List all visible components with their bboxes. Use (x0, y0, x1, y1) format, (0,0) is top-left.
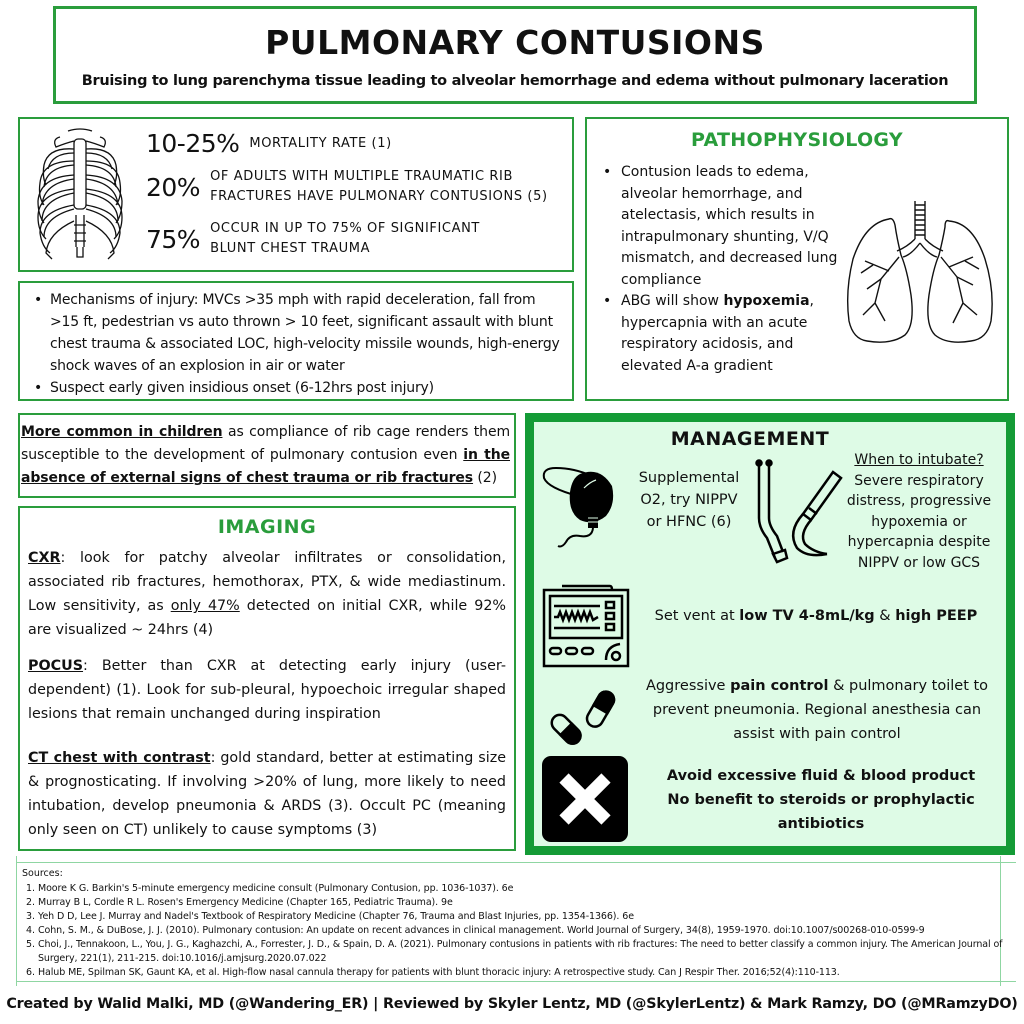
stat-value: 10-25% (146, 129, 240, 158)
stat-description: MORTALITY RATE (1) (249, 135, 392, 151)
ventilator-monitor-icon (542, 580, 630, 670)
emphasis-text: only 47% (170, 598, 240, 614)
avoid-text (644, 764, 998, 836)
emphasis-text: low TV 4-8mL/kg (739, 608, 875, 624)
children-note (18, 413, 516, 498)
stat-blunt-trauma (146, 219, 490, 259)
pain-control-text (634, 674, 1000, 746)
text: : gold standard, better at estimating size & prognosticating. If involving >20% of lung, more likely to need intubation, develop pneumonia & ARDS (3). Occult PC (meaning only seen on CT) unlikely to cause symptoms (3) (28, 750, 507, 838)
emphasis-text: More common in children (21, 424, 223, 440)
list-item: • Contusion leads to edema, alveolar hemorrhage, and atelectasis, which results in intrapulmonary shunting, V/Q mismatch, and decreased lung compliance (601, 162, 851, 291)
source-item (22, 938, 1006, 966)
section-heading: PATHOPHYSIOLOGY (691, 129, 903, 151)
source-number: 2. (26, 897, 35, 908)
pathophysiology-panel (585, 117, 1009, 401)
management-panel (525, 413, 1015, 855)
source-number: 3. (26, 911, 35, 922)
section-heading: IMAGING (217, 516, 317, 538)
text: Aggressive (645, 678, 731, 694)
emphasis-text: pain control (730, 678, 829, 694)
list-item: • Mechanisms of injury: MVCs >35 mph with rapid deceleration, fall from >15 ft, pedestrian vs auto thrown > 10 feet, significant assault with blunt chest trauma & associated LOC, high-velocity missile wounds, high-energy shock waves of an explosion in air or water (34, 289, 562, 377)
text: & pulmonary toilet to prevent pneumonia. Regional anesthesia can assist with pain control (652, 678, 989, 742)
sources-heading: Sources: (22, 868, 63, 879)
text: (2) (473, 470, 497, 486)
imaging-ct (28, 746, 506, 842)
title-banner (53, 6, 977, 104)
lungs-icon (845, 199, 995, 349)
mechanisms-list (34, 289, 562, 399)
source-number: 1. (26, 883, 35, 894)
stat-rib-fractures (146, 167, 570, 207)
source-text: Moore K G. Barkin's 5-minute emergency medicine consult (Pulmonary Contusion, pp. 1036-1037). 6e (38, 883, 514, 894)
ventilator-settings-text (634, 608, 998, 624)
text: : Better than CXR at detecting early injury (user-dependent) (1). Look for sub-pleural, hypoechoic irregular shaped lesions that remain unchanged during inspiration (28, 658, 506, 722)
source-item (22, 882, 1006, 896)
text: ABG will show (621, 293, 724, 309)
emphasis-text: in the absence of external signs of chest trauma or rib fractures (21, 447, 510, 486)
source-text: Yeh D D, Lee J. Murray and Nadel's Textbook of Respiratory Medicine (Chapter 76, Trauma and Blast Injuries, pp. 1354-1366). 6e (38, 911, 634, 922)
page-subtitle: Bruising to lung parenchyma tissue leading to alveolar hemorrhage and edema without pulmonary laceration (81, 73, 949, 89)
text: & (874, 608, 896, 624)
ribcage-icon (30, 125, 130, 267)
oxygen-mask-icon (540, 458, 620, 548)
intubation-criteria (839, 450, 999, 573)
text: : look for patchy alveolar infiltrates or consolidation, associated rib fractures, hemothorax, PTX, & wide mediastinum. Low sensitivity, as (28, 550, 506, 614)
credits-footer: Created by Walid Malki, MD (@Wandering_ER) | Reviewed by Skyler Lentz, MD (@SkylerLentz) & Mark Ramzy, DO (@MRamzyDO) (6, 996, 1018, 1012)
sources-list (22, 882, 1006, 980)
oxygen-text: Supplemental O2, try NIPPV or HFNC (6) (638, 470, 740, 530)
imaging-label: CXR (28, 550, 61, 566)
imaging-panel (18, 506, 516, 851)
source-number: 6. (26, 967, 35, 978)
list-item: • Suspect early given insidious onset (6-12hrs post injury) (34, 377, 562, 399)
page-title: PULMONARY CONTUSIONS (265, 23, 765, 62)
source-item (22, 966, 1006, 980)
stat-description: OF ADULTS WITH MULTIPLE TRAUMATIC RIB FRACTURES HAVE PULMONARY CONTUSIONS (5) (210, 169, 548, 204)
text: , hypercapnia with an acute respiratory acidosis, and elevated A-a gradient (621, 293, 814, 374)
intubation-tools-icon (749, 458, 849, 568)
imaging-pocus (28, 654, 506, 726)
pills-icon (544, 680, 624, 755)
children-paragraph (21, 421, 510, 490)
avoid-line: Avoid excessive fluid & blood product (666, 768, 976, 784)
imaging-cxr (28, 546, 506, 642)
intubation-question: When to intubate? (854, 452, 984, 468)
emphasis-text: hypoxemia (723, 293, 810, 309)
text: Set vent at (654, 608, 740, 624)
pathophysiology-list (601, 162, 851, 377)
source-number: 5. (26, 939, 35, 950)
statistics-panel (18, 117, 574, 272)
source-text: Choi, J., Tennakoon, L., You, J. G., Kaghazchi, A., Forrester, J. D., & Spain, D. A. (2021). Pulmonary contusions in patients with rib fractures: The need to better classify a common injury. The American Journal of Surgery, 221(1), 211-215. doi:10.1016/j.amjsurg.2020.07.022 (38, 939, 1003, 964)
section-heading: MANAGEMENT (670, 428, 830, 450)
imaging-label: POCUS (28, 658, 84, 674)
intubation-answer: Severe respiratory distress, progressive hypoxemia or hypercapnia despite NIPPV or low GCS (846, 472, 992, 571)
text: detected on initial CXR, while 92% are visualized ~ 24hrs (4) (28, 598, 506, 638)
text: as compliance of rib cage renders them susceptible to the development of pulmonary contusion even (21, 424, 510, 463)
stat-value: 75% (146, 224, 201, 254)
x-icon (542, 756, 628, 842)
sources-section (16, 862, 1016, 982)
mechanisms-panel (18, 281, 574, 401)
stat-mortality (146, 129, 392, 158)
source-text: Murray B L, Cordle R L. Rosen's Emergency Medicine (Chapter 165, Pediatric Trauma). 9e (38, 897, 453, 908)
source-item (22, 896, 1006, 910)
stat-description: OCCUR IN UP TO 75% OF SIGNIFICANT BLUNT CHEST TRAUMA (210, 221, 480, 256)
list-item (601, 291, 851, 377)
stat-value: 20% (146, 172, 201, 202)
source-item (22, 910, 1006, 924)
avoid-line: No benefit to steroids or prophylactic antibiotics (667, 792, 975, 832)
emphasis-text: high PEEP (895, 608, 978, 624)
imaging-label: CT chest with contrast (28, 750, 211, 766)
source-text: Cohn, S. M., & DuBose, J. J. (2010). Pulmonary contusion: An update on recent advances in clinical management. World Journal of Surgery, 34(8), 1959-1970. doi:10.1007/s00268-010-0599-9 (38, 925, 925, 936)
source-text: Halub ME, Spilman SK, Gaunt KA, et al. High-flow nasal cannula therapy for patients with blunt thoracic injury: A retrospective study. Can J Respir Ther. 2016;52(4):110-113. (38, 967, 840, 978)
source-number: 4. (26, 925, 35, 936)
source-item (22, 924, 1006, 938)
